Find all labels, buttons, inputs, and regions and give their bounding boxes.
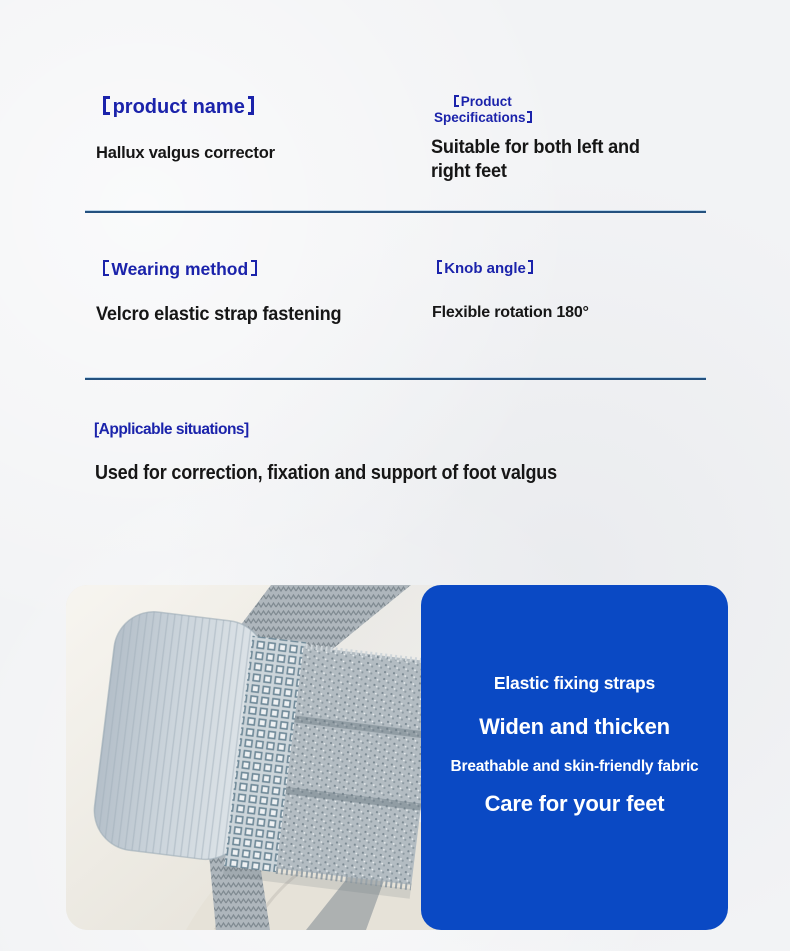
lenticular-bracket-close-icon	[248, 96, 255, 114]
wearing-method-heading-label: Wearing method	[111, 259, 249, 279]
promo-line-care-feet: Care for your feet	[484, 791, 665, 816]
product-name-heading-label: product name	[112, 96, 245, 118]
lenticular-bracket-close-icon	[528, 260, 533, 274]
product-specifications-value: Suitable for both left and right feet	[431, 136, 640, 182]
lenticular-bracket-open-icon	[103, 96, 110, 114]
product-specifications-heading-label: Product Specifications	[434, 94, 526, 125]
section-divider	[85, 211, 706, 213]
product-name-heading	[103, 96, 254, 119]
lenticular-bracket-open-icon	[103, 260, 109, 276]
promo-line-elastic-straps: Elastic fixing straps	[493, 673, 656, 693]
hero-card	[66, 585, 728, 930]
product-name-value: Hallux valgus corrector	[96, 144, 275, 162]
product-specifications-heading	[417, 94, 549, 126]
applicable-situations-heading: [Applicable situations]	[94, 421, 249, 438]
lenticular-bracket-open-icon	[454, 95, 459, 107]
lenticular-bracket-open-icon	[437, 260, 442, 274]
product-photo	[66, 585, 446, 930]
promo-line-breathable-fabric: Breathable and skin-friendly fabric	[450, 758, 699, 775]
lenticular-bracket-close-icon	[251, 260, 257, 276]
knob-angle-heading-label: Knob angle	[444, 260, 526, 277]
promo-panel	[421, 585, 728, 930]
knob-angle-heading	[437, 260, 533, 277]
applicable-situations-value: Used for correction, fixation and support of foot valgus	[95, 462, 557, 484]
promo-line-widen-thicken: Widen and thicken	[479, 714, 670, 739]
wearing-method-value: Velcro elastic strap fastening	[96, 303, 342, 325]
section-divider	[85, 378, 706, 380]
wearing-method-heading	[103, 259, 257, 280]
knob-angle-value: Flexible rotation 180°	[432, 304, 589, 321]
lenticular-bracket-close-icon	[527, 111, 532, 123]
